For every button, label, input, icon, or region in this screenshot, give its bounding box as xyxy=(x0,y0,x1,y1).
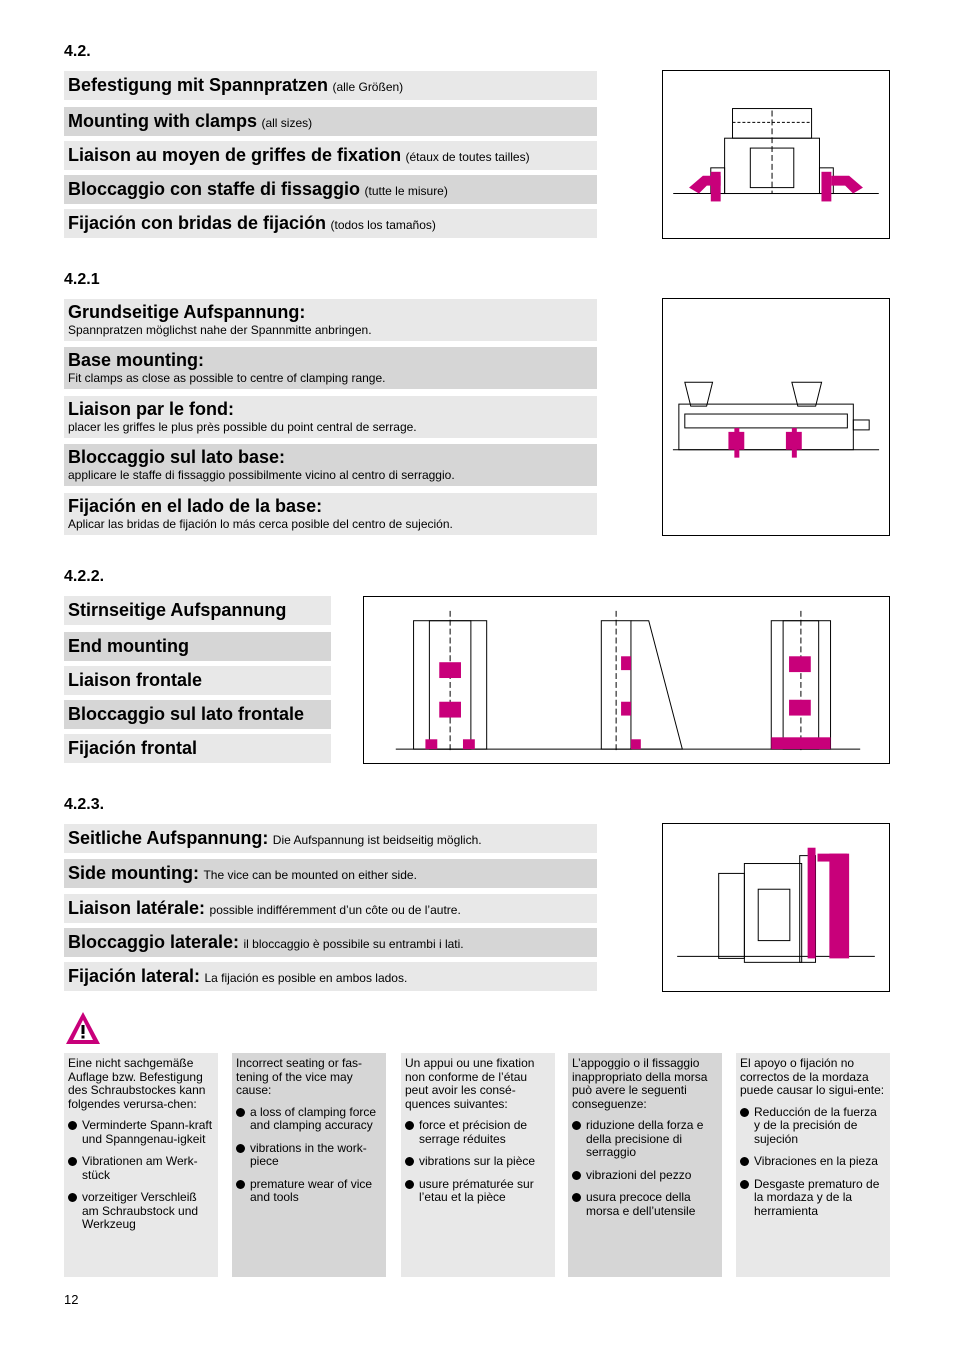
list-item: premature wear of vice and tools xyxy=(236,1178,382,1205)
base-row-de xyxy=(64,299,597,341)
row-title: Liaison latérale: xyxy=(68,898,206,918)
warning-column-de xyxy=(64,1053,218,1277)
row-title: Grundseitige Aufspannung: xyxy=(68,302,306,322)
heading-note: (all sizes) xyxy=(261,116,313,130)
side-row-es xyxy=(64,962,597,991)
heading-row-de xyxy=(64,71,597,100)
warning-list xyxy=(572,1119,718,1218)
row-title: Seitliche Aufspannung: xyxy=(68,828,269,848)
row-title: End mounting xyxy=(68,636,189,656)
section-number-4-2-1: 4.2.1 xyxy=(64,271,100,288)
warning-list xyxy=(236,1106,382,1205)
row-title: Bloccaggio sul lato base: xyxy=(68,447,286,467)
list-item: Verminderte Spann-kraft und Spanngenau-igkeit xyxy=(68,1119,214,1146)
warning-column-fr xyxy=(401,1053,555,1277)
warning-intro: L’appoggio o il fissaggio inappropriato della morsa può avere le seguenti conseguenze: xyxy=(572,1056,708,1111)
side-mounting-figure xyxy=(662,823,890,992)
row-title: Stirnseitige Aufspannung xyxy=(68,600,287,620)
heading-title: Liaison au moyen de griffes de fixation xyxy=(68,145,402,165)
heading-title: Befestigung mit Spannpratzen xyxy=(68,75,329,95)
heading-row-es xyxy=(64,209,597,238)
warning-list xyxy=(740,1106,886,1219)
end-row-it xyxy=(64,700,331,729)
warning-intro: Un appui ou une fixation non conforme de l’étau peut avoir les consé-quences suivantes: xyxy=(405,1056,535,1111)
warning-column-it xyxy=(568,1053,722,1277)
row-note: Die Aufspannung ist beidseitig möglich. xyxy=(272,833,482,847)
side-mounting-drawing xyxy=(663,824,889,991)
end-row-de xyxy=(64,596,331,625)
row-title: Bloccaggio sul lato frontale xyxy=(68,704,305,724)
base-row-fr xyxy=(64,396,597,438)
list-item: usure prématurée sur l’etau et la pièce xyxy=(405,1178,551,1205)
heading-row-it xyxy=(64,175,597,204)
list-item: vibrazioni del pezzo xyxy=(572,1169,718,1183)
section-number-4-2: 4.2. xyxy=(64,43,91,60)
warning-intro: Eine nicht sachgemäße Auflage bzw. Befestigung des Schraubstockes kann folgendes verursa-chen: xyxy=(68,1056,206,1111)
row-title: Base mounting: xyxy=(68,350,205,370)
clamp-mounting-figure xyxy=(662,70,890,239)
base-row-en xyxy=(64,347,597,389)
heading-row-fr xyxy=(64,141,597,170)
side-row-en xyxy=(64,859,597,888)
row-note: il bloccaggio è possibile su entrambi i lati. xyxy=(243,937,464,951)
row-description: placer les griffes le plus près possible du point central de serrage. xyxy=(68,420,417,434)
row-description: Aplicar las bridas de fijación lo más cerca posible del centro de sujeción. xyxy=(68,517,453,531)
end-mounting-figure xyxy=(363,596,890,764)
warning-column-en xyxy=(232,1053,386,1277)
heading-note: (tutte le misure) xyxy=(364,184,448,198)
warning-intro: Incorrect seating or fas-tening of the vice may cause: xyxy=(236,1056,363,1097)
base-mounting-drawing xyxy=(663,299,889,535)
heading-note: (étaux de toutes tailles) xyxy=(405,150,530,164)
warning-list xyxy=(405,1119,551,1205)
end-row-fr xyxy=(64,666,331,695)
end-row-en xyxy=(64,632,331,661)
heading-note: (alle Größen) xyxy=(332,80,404,94)
heading-title: Bloccaggio con staffe di fissaggio xyxy=(68,179,361,199)
warning-triangle-icon xyxy=(64,1010,102,1046)
base-mounting-figure xyxy=(662,298,890,536)
clamp-mounting-drawing xyxy=(663,71,889,238)
section-number-4-2-2: 4.2.2. xyxy=(64,568,105,585)
row-note: La fijación es posible en ambos lados. xyxy=(204,971,408,985)
heading-title: Mounting with clamps xyxy=(68,111,257,131)
row-description: applicare le staffe di fissaggio possibilmente vicino al centro di serraggio. xyxy=(68,468,455,482)
list-item: Vibraciones en la pieza xyxy=(740,1155,886,1169)
list-item: Vibrationen am Werk-stück xyxy=(68,1155,214,1182)
row-title: Fijación frontal xyxy=(68,738,198,758)
list-item: Reducción de la fuerza y de la precisión de sujeción xyxy=(740,1106,886,1147)
end-mounting-drawing xyxy=(364,597,889,763)
list-item: a loss of clamping force and clamping accuracy xyxy=(236,1106,382,1133)
warning-column-es xyxy=(736,1053,890,1277)
row-note: The vice can be mounted on either side. xyxy=(203,868,417,882)
base-row-es xyxy=(64,493,597,535)
end-row-es xyxy=(64,734,331,763)
section-number-4-2-3: 4.2.3. xyxy=(64,796,105,813)
list-item: riduzione della forza e della precisione di serraggio xyxy=(572,1119,718,1160)
list-item: force et précision de serrage réduites xyxy=(405,1119,551,1146)
base-row-it xyxy=(64,444,597,486)
heading-note: (todos los tamaños) xyxy=(330,218,436,232)
side-row-de xyxy=(64,824,597,853)
row-description: Spannpratzen möglichst nahe der Spannmitte anbringen. xyxy=(68,323,372,337)
row-note: possible indifféremment d’un côte ou de l’autre. xyxy=(209,903,461,917)
side-row-fr xyxy=(64,894,597,923)
side-row-it xyxy=(64,928,597,957)
row-title: Liaison frontale xyxy=(68,670,203,690)
page-number: 12 xyxy=(64,1292,79,1307)
row-title: Fijación lateral: xyxy=(68,966,201,986)
list-item: usura precoce della morsa e dell’utensile xyxy=(572,1191,718,1218)
row-title: Fijación en el lado de la base: xyxy=(68,496,323,516)
list-item: vorzeitiger Verschleiß am Schraubstock und Werkzeug xyxy=(68,1191,214,1232)
warning-intro: El apoyo o fijación no correctos de la mordaza puede causar lo sigui-ente: xyxy=(740,1056,885,1097)
row-title: Bloccaggio laterale: xyxy=(68,932,240,952)
row-title: Liaison par le fond: xyxy=(68,399,235,419)
warning-list xyxy=(68,1119,214,1232)
list-item: vibrations in the work-piece xyxy=(236,1142,382,1169)
row-description: Fit clamps as close as possible to centre of clamping range. xyxy=(68,371,386,385)
list-item: Desgaste prematuro de la mordaza y de la herramienta xyxy=(740,1178,886,1219)
row-title: Side mounting: xyxy=(68,863,199,883)
list-item: vibrations sur la pièce xyxy=(405,1155,551,1169)
heading-title: Fijación con bridas de fijación xyxy=(68,213,327,233)
heading-row-en xyxy=(64,107,597,136)
